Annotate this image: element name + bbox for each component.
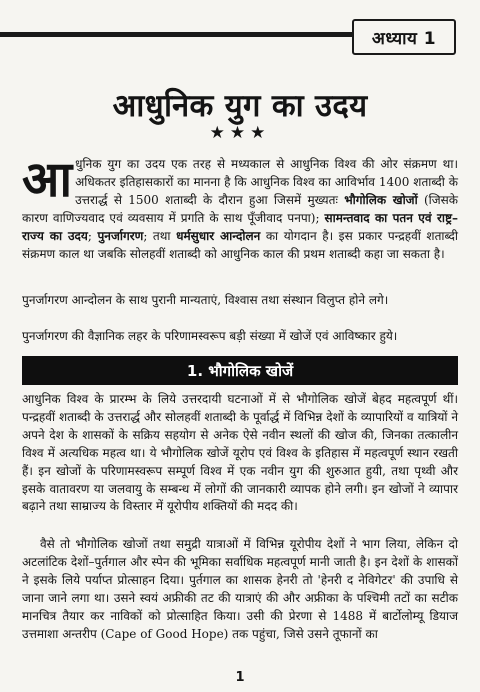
intro-bold-feudalism: सामन्तवाद का पतन एवं राष्ट्र–राज्य का उदय (22, 210, 458, 243)
intro-text-mid3: ; तथा (143, 228, 177, 243)
discoveries-paragraph: आधुनिक विश्व के प्रारम्भ के लिये उत्तरदायी घटनाओं में से भौगोलिक खोजें बेहद महत्वपूर्ण थीं। पन्द्रहवीं शताब्दी के उत्तरार्द्ध और सोलहवीं शताब्दी के पूर्वार्द्ध में विभिन्न देशों के व्यापारियों व यात्रियों ने अपने देश के शासकों के सक्रिय सहयोग से अनेक ऐसे नवीन स्थलों की खोज की, जिनका तत्कालीन विश्व में अत्यधिक महत्व था। ये भौगोलिक खोजें यूरोप एवं विश्व के इतिहास में महत्वपूर्ण स्थान रखती हैं। इन खोजों के परिणामस्वरूप सम्पूर्ण विश्व में एक नवीन युग की शुरुआत हुयी, तथा पृथ्वी और इसके वातावरण या जलवायु के सम्बन्ध में लोगों की जानकारी व्यापक होने लगी। इन खोजों ने व्यापार बढ़ाने तथा साम्राज्य के विस्तार में यूरोपीय शक्तियों की मदद की। (22, 392, 458, 514)
chapter-header-rule (0, 32, 352, 37)
intro-bold-reformation: धर्मसुधार आन्दोलन (176, 228, 261, 243)
chapter-title: आधुनिक युग का उदय (112, 88, 368, 124)
intro-text-end: का योगदान है। इस प्रकार पन्द्रहवीं शताब्दी संक्रमण काल था जबकि सोलहवीं शताब्दी को आधुनिक काल की प्रथम शताब्दी कहा जा सकता है। (22, 228, 458, 261)
chapter-label: अध्याय 1 (352, 19, 456, 55)
intro-paragraph (22, 150, 459, 263)
title-ornament: ★★★ (209, 123, 271, 143)
drop-cap: आ (22, 150, 73, 208)
intro-bold-geographic-discoveries: भौगोलिक खोजों (344, 192, 418, 207)
page-number: 1 (235, 670, 245, 685)
intro-bold-renaissance: पुनर्जागरण (97, 228, 144, 243)
renaissance-paragraph: पुनर्जागरण आन्दोलन के साथ पुरानी मान्यताएं, विश्वास तथा संस्थान विलुप्त होने लगे। (22, 293, 389, 307)
portugal-spain-paragraph: वैसे तो भौगोलिक खोजों तथा समुद्री यात्राओं में विभिन्न यूरोपीय देशों ने भाग लिया, लेकिन दो अटलांटिक देशों–पुर्तगाल और स्पेन की भूमिका सर्वाधिक महत्वपूर्ण मानी जाती है। इन देशों के शासकों ने इसके लिये पर्याप्त प्रोत्साहन दिया। पुर्तगाल का शासक हेनरी तो 'हेनरी द नेविगेटर' की उपाधि से जाना जाने लगा था। उसने स्वयं अफ्रीकी तट की यात्राएं की और अफ्रीका के पश्चिमी तटों का सटीक मानचित्र तैयार कर नाविकों को प्रोत्साहित किया। उसी की प्रेरणा से 1488 में बार्टोलोम्यू डियाज उत्तमाशा अन्तरीप (Cape of Good Hope) तक पहुंचा, जिसे उसने तूफानों का (22, 537, 458, 641)
intro-text-mid2: ; (87, 228, 98, 243)
intro-text-start: धुनिक युग का उदय एक तरह से मध्यकाल से आधुनिक विश्व की ओर संक्रमण था। अधिकतर इतिहासकारों का मानना है कि आधुनिक विश्व का आविर्भाव 1400 शताब्दी के उत्तरार्द्ध से 1500 शताब्दी के दौरान हुआ जिसमें मुख्यतः (75, 157, 458, 207)
scientific-wave-paragraph: पुनर्जागरण की वैज्ञानिक लहर के परिणामस्वरूप बड़ी संख्या में खोजें एवं आविष्कार हुये। (22, 329, 398, 343)
section-heading-geographic-discoveries: 1. भौगोलिक खोजें (22, 356, 458, 385)
intro-text-mid1: (जिसके कारण वाणिज्यवाद एवं व्यवसाय में प्रगति के साथ पूँजीवाद पनपा); (22, 192, 459, 225)
